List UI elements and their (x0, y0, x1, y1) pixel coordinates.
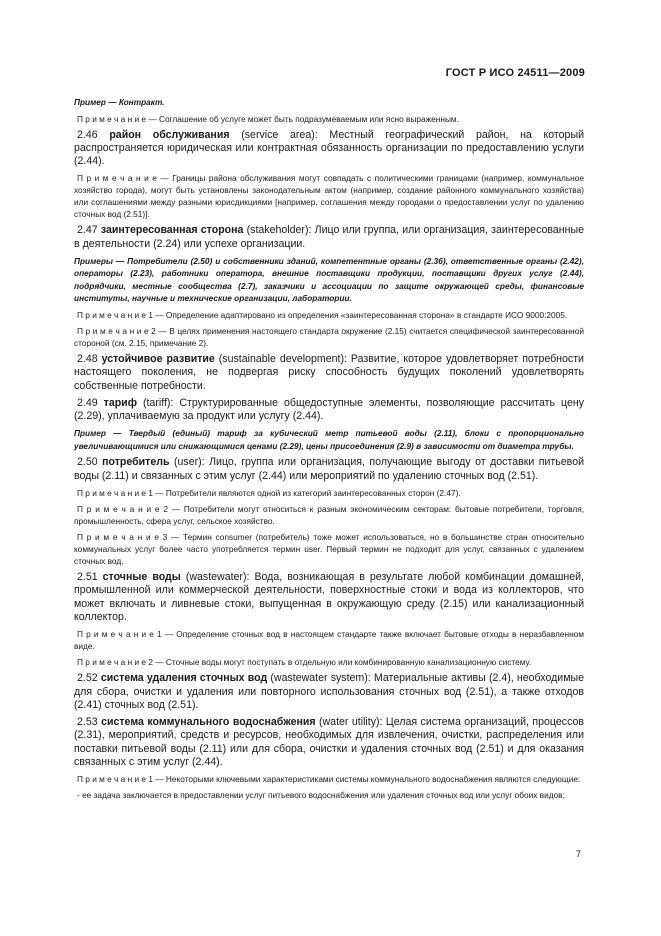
note-text: - ее задача заключается в предоставлении услуг питьевого водоснабжения или удаления сточных вод или услуг обоих видов; (77, 790, 565, 801)
term-name: система коммунального водоснабжения (101, 716, 316, 729)
term-text: (tariff): Структурированные общедоступные элементы, позволяющие рассчитать цену (2.29), уплачиваемую за продукт или услугу (2.44). (74, 396, 584, 423)
term-definition (74, 672, 584, 712)
document-header: ГОСТ Р ИСО 24511—2009 (445, 67, 585, 79)
term-number: 2.47 (77, 224, 98, 237)
term-number: 2.52 (77, 672, 98, 685)
term-number: 2.48 (77, 352, 98, 365)
term-name: система удаления сточных вод (100, 672, 268, 685)
note-text: П р и м е ч а н и е 3 — Термин consumer (потребитель) тоже может использоваться, но в большинстве стран относительно коммунальных услуг более часто употребляется термин user. Первый термин не подходит для услуг, связанных с удалением сточных вод. (74, 532, 584, 567)
term-number: 2.53 (77, 716, 98, 729)
example-text: Пример — Твердый (единый) тариф за кубический метр питьевой воды (2.11), блоки с пропорционально увеличивающимися или снижающимися ценами (2.29), цены присоединения (2.9) в зависимости от диаметра трубы. (74, 428, 584, 451)
term-definition (74, 224, 584, 251)
term-name: устойчивое развитие (101, 352, 215, 365)
term-text: (wastewater): Вода, возникающая в результате любой комбинации домашней, промышленной или коммерческой деятельности, поверхностные стоки и вода из коллекторов, что может включать и ливневые стоки, выпущенная в окружающую среду (2.15) или канализационный коллектор. (74, 571, 584, 623)
term-number: 2.50 (77, 456, 98, 469)
note-text: П р и м е ч а н и е 1 — Определение адаптировано из определения «заинтересованная сторона» в стандарте ИСО 9000:2005. (77, 309, 568, 320)
term-definition (74, 397, 584, 424)
term-text: (water utility): Целая система организаций, процессов (2.31), мероприятий, средств и ресурсов, необходимых для извлечения, очистки, распределения или поставки питьевой воды (2.11) или для сбора, очистки и удаления сточных вод (2.51) и для оказания связанных с этим услуг (2.44). (74, 716, 585, 769)
note-text: П р и м е ч а н и е 2 — В целях применения настоящего стандарта окружение (2.15) считается специфической заинтересованной стороной (см. 2.15, примечание 2). (74, 325, 584, 348)
term-definition (74, 716, 584, 769)
term-text: (user): Лицо, группа или организация, получающие выгоду от доставки питьевой воды (2.11) и связанных с этим услуг (2.44) или мероприятий по удалению сточных вод (2.51). (74, 456, 584, 482)
term-number: 2.46 (77, 128, 98, 141)
term-text: (stakeholder): Лицо или группа, или организация, заинтересованные в деятельности (2.24) или успехе организации. (74, 224, 584, 250)
example-text: Пример — Контракт. (74, 97, 165, 107)
term-definition (74, 456, 584, 483)
term-definition (74, 353, 584, 393)
term-number: 2.49 (77, 396, 98, 409)
term-name: тариф (103, 396, 137, 409)
term-definition (74, 129, 584, 169)
page-number: 7 (575, 849, 581, 860)
term-text: (sustainable development): Развитие, которое удовлетворяет потребности настоящего поколения, не подвергая риску способность будущих поколений удовлетворять собственные потребности. (74, 352, 584, 392)
document-body (74, 96, 584, 805)
term-text: (wastewater system): Материальные активы (2.4), необходимые для сбора, очистки и удаления или повторного использования сточных вод (2.51), а также отходов (2.41) сточных вод (2.51). (74, 672, 585, 711)
note-text: П р и м е ч а н и е — Соглашение об услуге может быть подразумеваемым или ясно выраженным. (77, 113, 459, 124)
term-name: потребитель (102, 456, 170, 469)
note-text: П р и м е ч а н и е 2 — Сточные воды могут поступать в отдельную или комбинированную канализационную систему. (77, 657, 532, 668)
term-text: (service area): Местный географический район, на который распространяется юридическая или контрактная обязанность организации по предоставлению услуги (2.44). (74, 128, 584, 168)
term-name: заинтересованная сторона (100, 224, 244, 237)
term-number: 2.51 (77, 571, 98, 584)
note-text: П р и м е ч а н и е 1 — Некоторыми ключевыми характеристиками системы коммунального водоснабжения являются следующие: (77, 774, 581, 785)
note-text: П р и м е ч а н и е 1 — Потребители являются одной из категорий заинтересованных сторон (2.47). (77, 488, 461, 499)
term-name: сточные воды (102, 571, 181, 584)
example-text: Примеры — Потребители (2.50) и собственники зданий, компетентные органы (2.36), ответственные органы (2.42), операторы (2.23), работники оператора, внешние поставщики продукции, поставщики других услуг (2.44), подрядчики, местные сообщества (2.7), заказчики и ассоциации по защите окружающей среды, финансовые институты, научные и технические организации, лаборатории. (74, 255, 584, 304)
note-text: П р и м е ч а н и е 2 — Потребители могут относиться к разным экономическим секторам: бытовые потребители, торговля, промышленность, сфера услуг, сельское хозяйство. (74, 504, 584, 527)
note-text: П р и м е ч а н и е — Границы района обслуживания могут совпадать с политическими границами (например, коммунальное хозяйство города), могут быть установлены законодательным актом (например, создание районного коммунального хозяйства) или соглашениями между разными юрисдикциями [например, соглашения между городами о предоставлении услуг по удалению сточных вод (2.51)]. (74, 173, 584, 220)
term-name: район обслуживания (109, 128, 230, 141)
note-text: П р и м е ч а н и е 1 — Определение сточных вод в настоящем стандарте также включает бытовые отходы в неразбавленном виде. (74, 629, 584, 652)
term-definition (74, 571, 584, 624)
